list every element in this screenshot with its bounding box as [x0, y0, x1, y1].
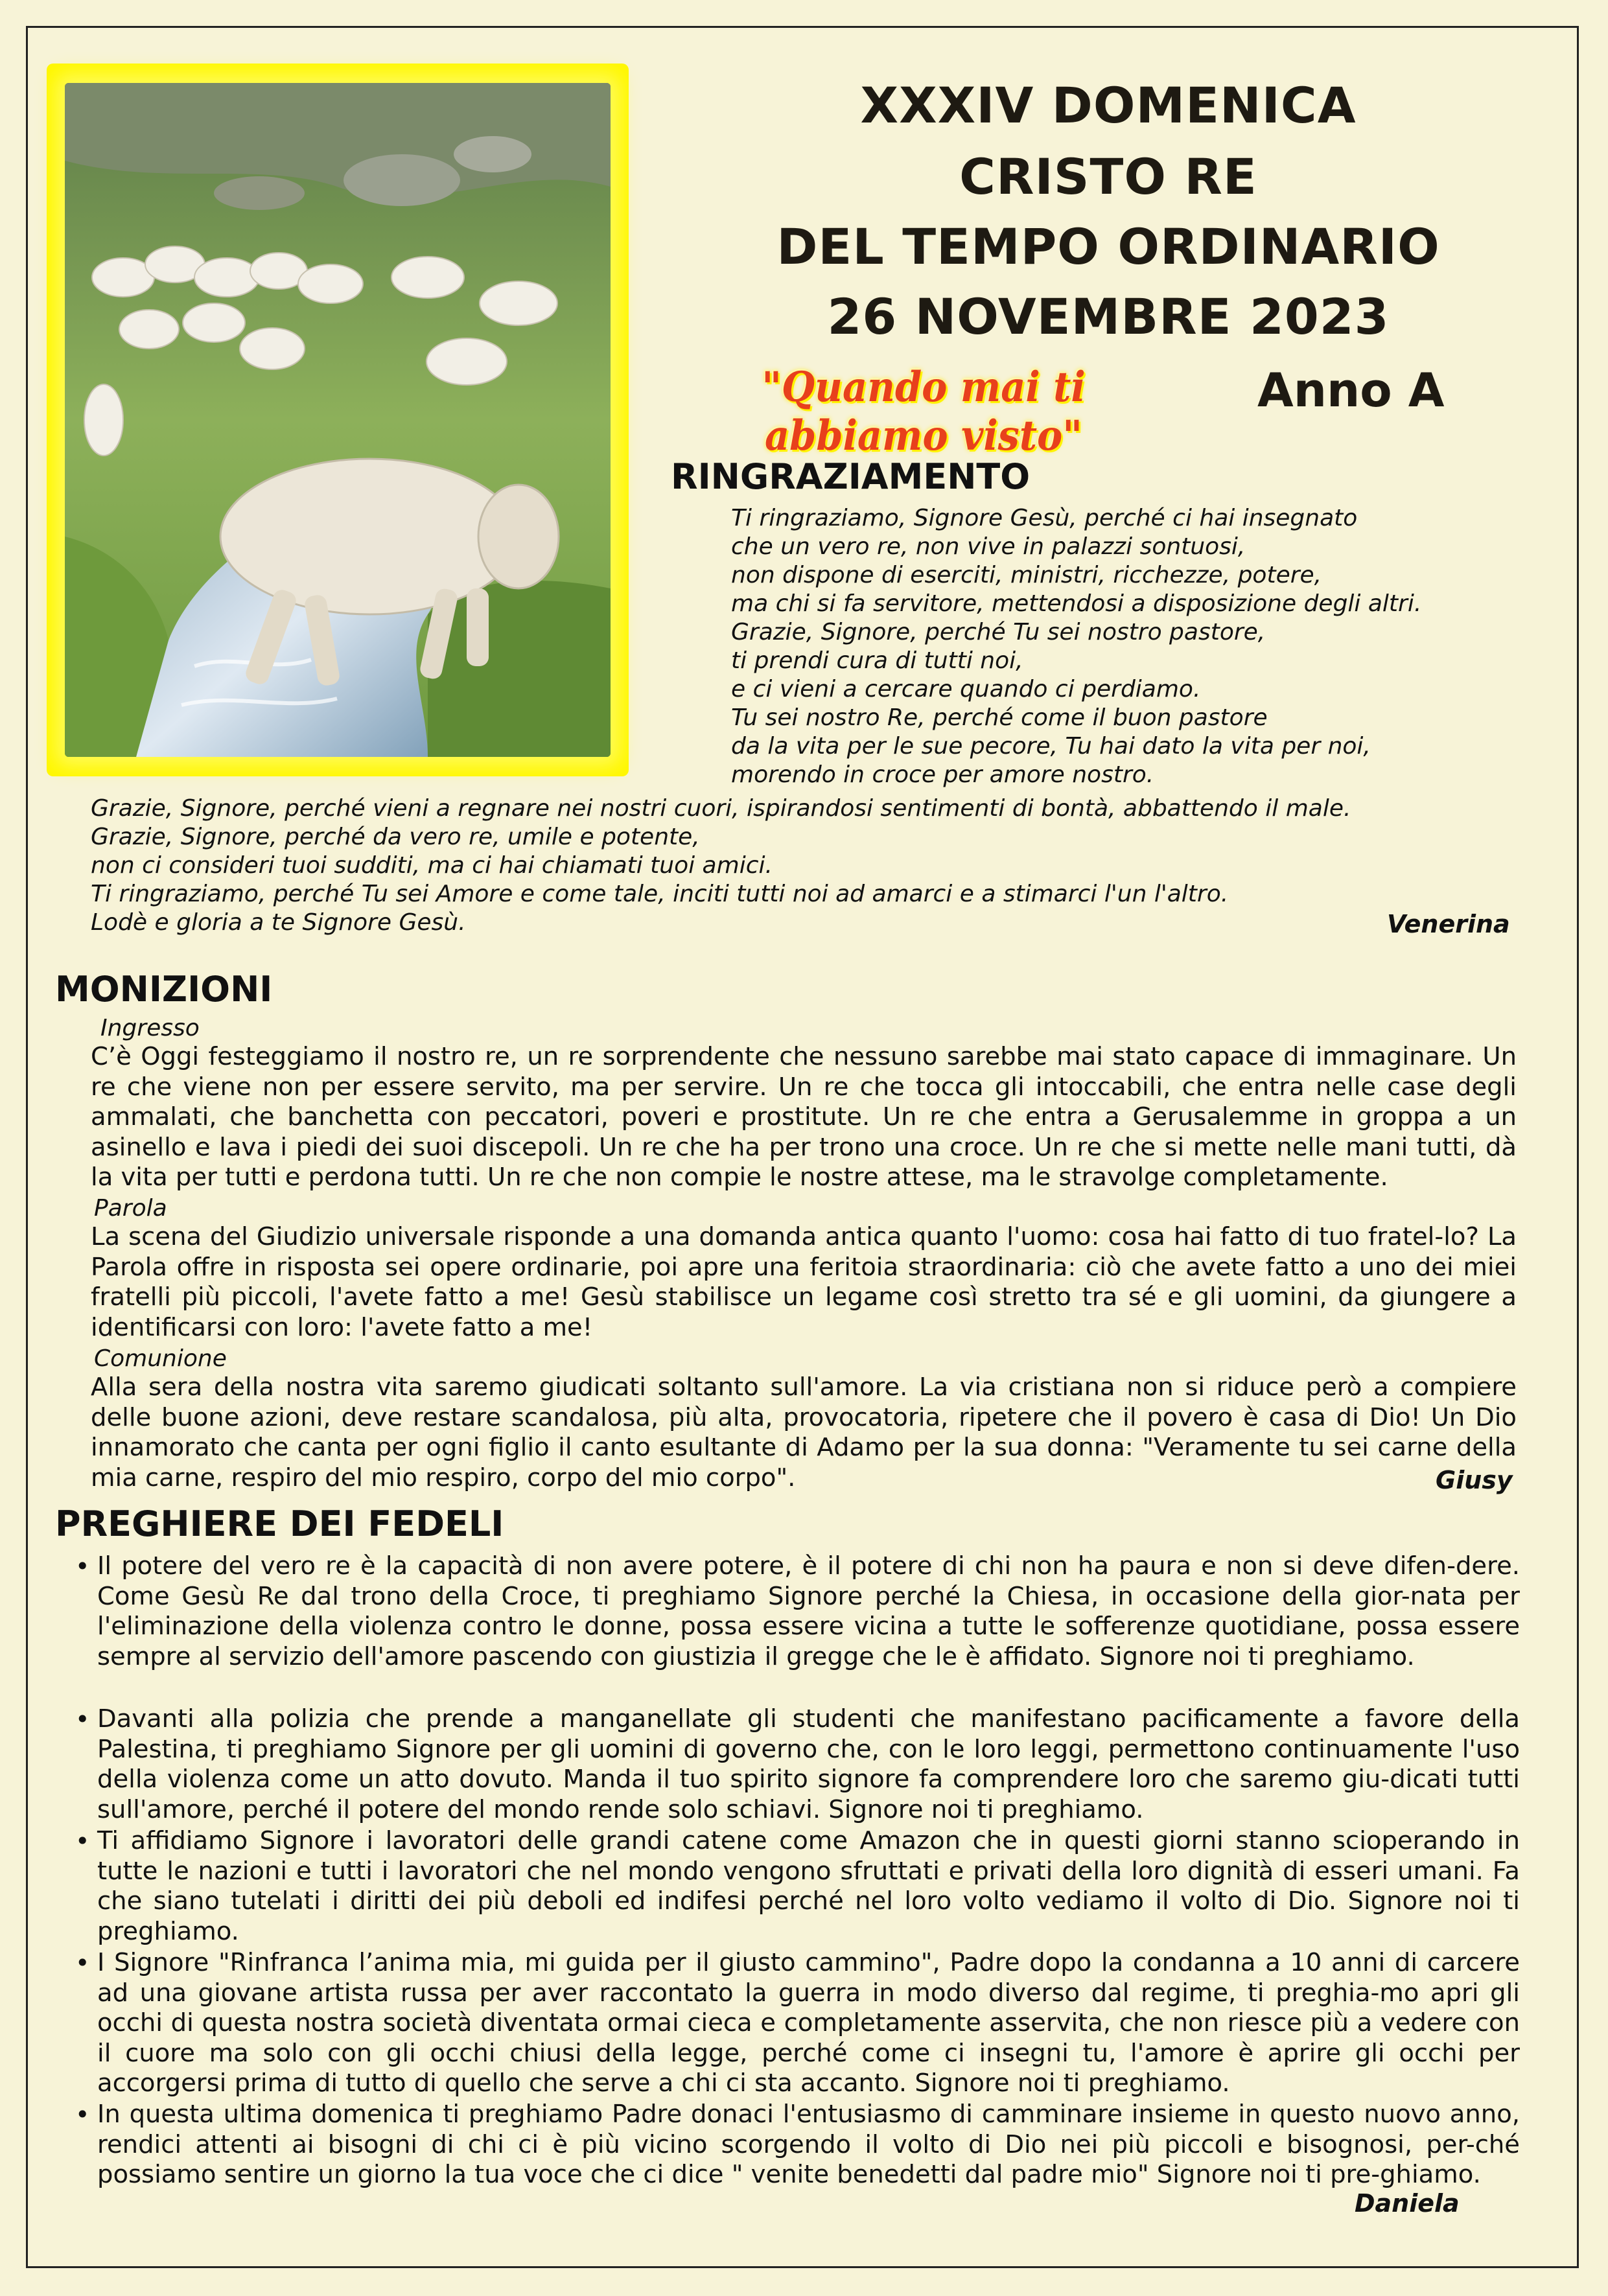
bullet-icon: • — [75, 1705, 90, 1734]
title-line-3: DEL TEMPO ORDINARIO — [776, 218, 1440, 275]
section-heading-ringraziamento: RINGRAZIAMENTO — [671, 456, 1031, 497]
prayer-line: Grazie, Signore, perché Tu sei nostro pastore, — [731, 619, 1266, 645]
list-item — [75, 1826, 1520, 1947]
prayer-line: Lodè e gloria a te Signore Gesù. — [91, 909, 466, 936]
prayer-line: Tu sei nostro Re, perché come il buon pastore — [731, 704, 1268, 731]
prayer-line: da la vita per le sue pecore, Tu hai dato la vita per noi, — [731, 733, 1371, 760]
title-line-2: CRISTO RE — [959, 148, 1257, 205]
prayer-line: non ci consideri tuoi sudditi, ma ci hai chiamati tuoi amici. — [91, 852, 773, 879]
list-item — [75, 1704, 1520, 1825]
section-heading-monizioni: MONIZIONI — [55, 969, 273, 1010]
prayer-line: Ti ringraziamo, Signore Gesù, perché ci hai insegnato — [731, 505, 1358, 531]
signature-daniela: Daniela — [1355, 2189, 1460, 2218]
prayer-line: ma chi si fa servitore, mettendosi a disposizione degli altri. — [731, 590, 1422, 617]
subheading-comunione: Comunione — [94, 1345, 227, 1372]
prayer-item-text: Ti affidiamo Signore i lavoratori delle grandi catene come Amazon che in questi giorni stanno scioperando in tutte le nazioni e tutti i lavoratori che nel mondo vengono sfruttati e privati della loro dignità di esseri umani. Fa che siano tutelati i diritti dei più deboli ed indifesi perché nel loro volto vediamo il volto di Dio. Signore noi ti preghiamo. — [97, 1826, 1520, 1946]
paragraph-ingresso: C’è Oggi festeggiamo il nostro re, un re sorprendente che nessuno sarebbe mai stato capace di immaginare. Un re che viene non per essere servito, ma per servire. Un re che tocca gli intoccabili, che entra nelle case degli ammalati, che banchetta con peccatori, poveri e prostitute. Un re che entra a Gerusalemme in groppa a un asinello e lava i piedi dei suoi discepoli. Un re che ha per trono una croce. Un re che si mette nelle mani tutti, dà la vita per tutti e perdona tutti. Un re che non compie le nostre attese, ma le stravolge completamente. — [91, 1042, 1517, 1192]
list-item — [75, 2100, 1520, 2190]
prayer-item-text: I Signore "Rinfranca l’anima mia, mi guida per il giusto cammino", Padre dopo la condanna a 10 anni di carcere ad una giovane artista russa per aver raccontato la guerra in modo diverso dal regime, ti preghia-mo apri gli occhi di questa nostra società diventata ormai cieca e completamente asservita, che non riesce più a vedere con il cuore ma solo con gli occhi chiusi della legge, perché come ci insegni tu, l'amore è aprire gli occhi per accorgersi prima di tutto di quello che serve a chi ci sta accanto. Signore noi ti preghiamo. — [97, 1948, 1520, 2098]
list-item — [75, 1551, 1520, 1672]
liturgical-year: Anno A — [1257, 363, 1445, 417]
paragraph-comunione: Alla sera della nostra vita saremo giudicati soltanto sull'amore. La via cristiana non si riduce però a compiere delle buone azioni, deve restare scandalosa, più alta, provocatoria, ripetere che il povero è casa di Dio! Un Dio innamorato che canta per ogni figlio il canto esultante di Adamo per la sua donna: "Veramente tu sei carne della mia carne, respiro del mio respiro, corpo del mio corpo". — [91, 1373, 1517, 1492]
signature-venerina: Venerina — [1387, 910, 1510, 938]
prayer-line: Grazie, Signore, perché da vero re, umile e potente, — [91, 824, 700, 850]
prayer-line: Ti ringraziamo, perché Tu sei Amore e come tale, inciti tutti noi ad amarci e a stimarci l'un l'altro. — [91, 881, 1229, 907]
signature-giusy: Giusy — [1436, 1466, 1513, 1494]
prayer-item-text: Davanti alla polizia che prende a manganellate gli studenti che manifestano pacificamente a favore della Palestina, ti preghiamo Signore per gli uomini di governo che, con le loro leggi, permettono continuamente l'uso della violenza come un atto dovuto. Manda il tuo spirito signore fa comprendere loro che saremo giu-dicati tutti sull'amore, perché il potere del mondo rende solo schiavi. Signore noi ti preghiamo. — [97, 1704, 1520, 1824]
bullet-icon: • — [75, 2100, 90, 2129]
paragraph-parola: La scena del Giudizio universale risponde a una domanda antica quanto l'uomo: cosa hai fatto di tuo fratel-lo? La Parola offre in risposta sei opere ordinarie, poi apre una feritoia straordinaria: ciò che avete fatto a uno dei miei fratelli più piccoli, l'avete fatto a me! Gesù stabilisce un legame così stretto tra sé e gli uomini, da giungere a identificarsi con loro: l'avete fatto a me! — [91, 1222, 1517, 1342]
sheep-stream-photo — [65, 83, 611, 757]
prayer-line: morendo in croce per amore nostro. — [731, 761, 1154, 788]
prayer-item-text: In questa ultima domenica ti preghiamo Padre donaci l'entusiasmo di camminare insieme in questo nuovo anno, rendici attenti ai bisogni di chi ci è più vicino scorgendo il volto di Dio nei più piccoli e bisognosi, per-ché possiamo sentire un giorno la tua voce che ci dice " venite benedetti dal padre mio" Signore noi ti pre-ghiamo. — [97, 2100, 1520, 2189]
bullet-icon: • — [75, 1949, 90, 1977]
list-item — [75, 1948, 1520, 2099]
subheading-parola: Parola — [94, 1195, 167, 1222]
section-heading-preghiere: PREGHIERE DEI FEDELI — [55, 1503, 504, 1544]
title-line-1: XXXIV DOMENICA — [860, 76, 1357, 134]
subheading-ingresso: Ingresso — [100, 1015, 200, 1041]
motto: "Quando mai ti abbiamo visto" — [762, 363, 1086, 460]
title-line-4: 26 NOVEMBRE 2023 — [827, 288, 1390, 345]
prayer-line: ti prendi cura di tutti noi, — [731, 647, 1023, 674]
bullet-icon: • — [75, 1552, 90, 1581]
bullet-icon: • — [75, 1827, 90, 1855]
prayer-line: Grazie, Signore, perché vieni a regnare nei nostri cuori, ispirandosi sentimenti di bontà, abbattendo il male. — [91, 795, 1351, 822]
prayer-line: e ci vieni a cercare quando ci perdiamo. — [731, 676, 1201, 702]
prayer-line: non dispone di eserciti, ministri, ricchezze, potere, — [731, 562, 1322, 588]
prayer-item-text: Il potere del vero re è la capacità di non avere potere, è il potere di chi non ha paura e non si deve difen-dere. Come Gesù Re dal trono della Croce, ti preghiamo Signore perché la Chiesa, in occasione della gior-nata per l'eliminazione della violenza contro le donne, possa essere vicina a tutte le sofferenze quotidiane, possa essere sempre al servizio dell'amore pascendo con giustizia il gregge che le è affidato. Signore noi ti preghiamo. — [97, 1551, 1520, 1671]
prayer-line: che un vero re, non vive in palazzi sontuosi, — [731, 533, 1246, 560]
